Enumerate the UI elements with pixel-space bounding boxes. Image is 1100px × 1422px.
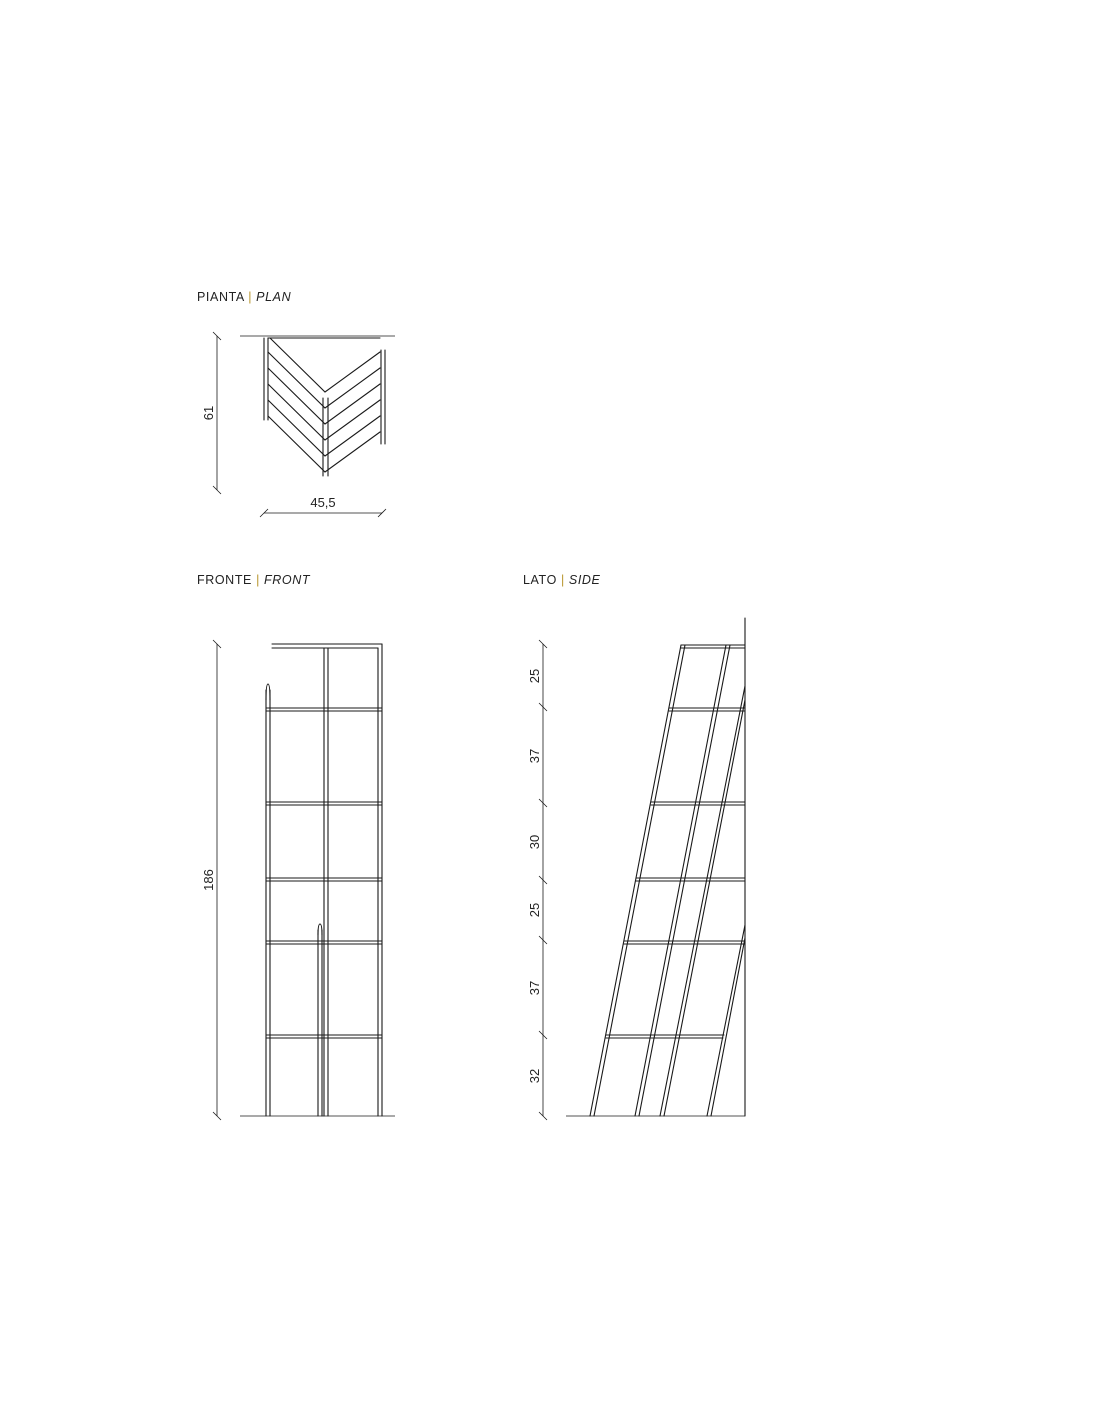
front-upright-left-cap [266, 684, 270, 700]
front-height-value: 186 [201, 869, 216, 891]
side-spacing-2: 37 [527, 748, 542, 764]
side-frame-back-inner [707, 925, 745, 1116]
side-spacing-4: 25 [527, 902, 542, 918]
plan-title-label-en: PLAN [256, 290, 292, 304]
front-title-separator: | [256, 573, 260, 587]
side-frame-back-outer [660, 686, 745, 1116]
plan-shelf-3 [268, 368, 380, 424]
plan-shelf-1 [270, 338, 380, 392]
plan-width-value: 45,5 [310, 495, 336, 510]
plan-view [201, 332, 395, 517]
side-shelves [606, 708, 745, 1038]
side-title-label-en: SIDE [568, 573, 601, 587]
side-title-label: LATO [523, 573, 557, 587]
plan-title-separator: | [248, 290, 253, 304]
plan-depth-value: 61 [201, 405, 216, 421]
plan-shelf-2 [268, 352, 380, 408]
side-view [527, 618, 745, 1120]
side-spacing-5: 37 [527, 980, 542, 996]
side-spacing-6: 32 [527, 1068, 542, 1084]
side-spacing-1: 25 [527, 668, 542, 684]
front-title-label-en: FRONT [264, 573, 311, 587]
plan-title-label: PIANTA [197, 290, 245, 304]
plan-shelf-5 [268, 400, 380, 456]
side-frame-back-outer-inner [664, 700, 745, 1116]
side-frame-back-inner-inner [711, 938, 745, 1116]
front-view [201, 640, 395, 1120]
front-title-label: FRONTE [197, 573, 252, 587]
plan-shelf-4 [268, 384, 380, 440]
front-upright-center-rear-cap [318, 924, 322, 935]
side-title-separator: | [560, 573, 565, 587]
side-spacing-3: 30 [527, 834, 542, 850]
plan-shelf-6 [268, 416, 380, 472]
